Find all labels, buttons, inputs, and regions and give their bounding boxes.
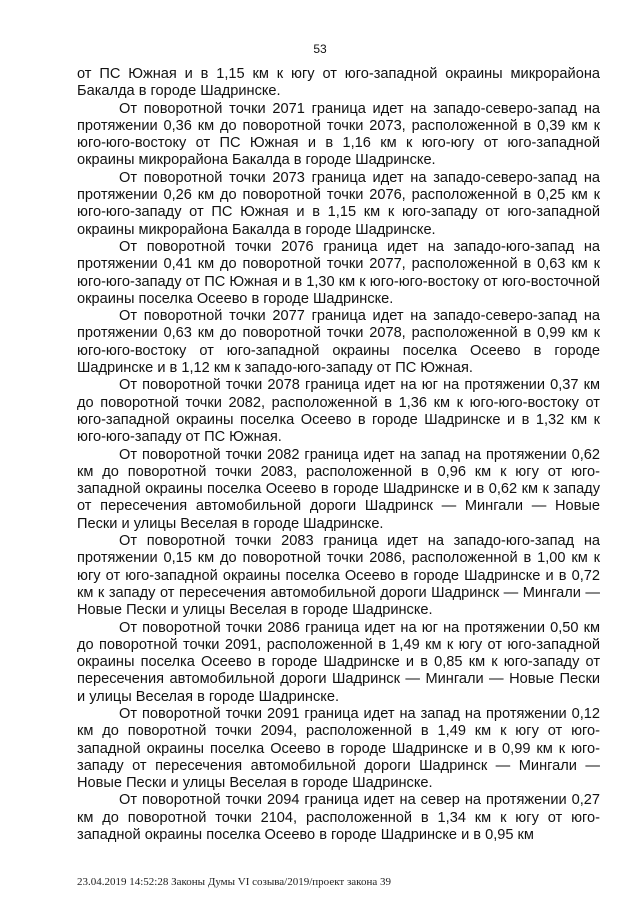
paragraph: От поворотной точки 2076 граница идет на западо-юго-запад на протяжении 0,41 км до поворотной точки 2077, расположенной в 0,63 км к юго-юго-западу от ПС Южная и в 1,30 км к юго-юго-востоку от юго-восточной окраины поселка Осеево в городе Шадринске. bbox=[77, 238, 600, 307]
document-body bbox=[77, 66, 600, 844]
paragraph: От поворотной точки 2083 граница идет на западо-юго-запад на протяжении 0,15 км до поворотной точки 2086, расположенной в 1,00 км к югу от юго-западной окраины поселка Осеево в городе Шадринске и в 0,72 км к западу от пересечения автомобильной дороги Шадринск — Мингали — Новые Пески и улицы Веселая в городе Шадринске. bbox=[77, 533, 600, 619]
paragraph: От поворотной точки 2086 граница идет на юг на протяжении 0,50 км до поворотной точки 2091, расположенной в 1,49 км к югу от юго-западной окраины поселка Осеево в городе Шадринске и в 0,85 км к юго-западу от пересечения автомобильной дороги Шадринск — Мингали — Новые Пески и улицы Веселая в городе Шадринске. bbox=[77, 619, 600, 705]
paragraph: От поворотной точки 2078 граница идет на юг на протяжении 0,37 км до поворотной точки 2082, расположенной в 1,36 км к юго-юго-востоку от юго-западной окраины поселка Осеево в городе Шадринске и в 1,32 км к юго-юго-западу от ПС Южная. bbox=[77, 377, 600, 446]
paragraph: От поворотной точки 2071 граница идет на западо-северо-запад на протяжении 0,36 км до поворотной точки 2073, расположенной в 0,39 км к юго-юго-востоку от ПС Южная и в 1,16 км к юго-югу от юго-западной окраины микрорайона Бакалда в городе Шадринске. bbox=[77, 100, 600, 169]
page-number: 53 bbox=[313, 42, 327, 56]
paragraph: От поворотной точки 2073 граница идет на западо-северо-запад на протяжении 0,26 км до поворотной точки 2076, расположенной в 0,25 км к юго-юго-западу от ПС Южная и в 1,15 км к юго-западу от юго-западной окраины микрорайона Бакалда в городе Шадринске. bbox=[77, 169, 600, 238]
paragraph: от ПС Южная и в 1,15 км к югу от юго-западной окраины микрорайона Бакалда в городе Шадринске. bbox=[77, 66, 600, 100]
paragraph: От поворотной точки 2077 граница идет на западо-северо-запад на протяжении 0,63 км до поворотной точки 2078, расположенной в 0,99 км к юго-юго-востоку от юго-западной окраины поселка Осеево в городе Шадринске и в 1,12 км к западо-юго-западу от ПС Южная. bbox=[77, 308, 600, 377]
paragraph: От поворотной точки 2094 граница идет на север на протяжении 0,27 км до поворотной точки 2104, расположенной в 1,34 км к югу от юго-западной окраины поселка Осеево в городе Шадринске и в 0,95 км bbox=[77, 792, 600, 844]
paragraph: От поворотной точки 2082 граница идет на запад на протяжении 0,62 км до поворотной точки 2083, расположенной в 0,96 км к югу от юго-западной окраины поселка Осеево в городе Шадринске и в 0,62 км к западу от пересечения автомобильной дороги Шадринск — Мингали — Новые Пески и улицы Веселая в городе Шадринске. bbox=[77, 446, 600, 532]
document-footer: 23.04.2019 14:52:28 Законы Думы VI созыва/2019/проект закона 39 bbox=[77, 876, 391, 888]
paragraph: От поворотной точки 2091 граница идет на запад на протяжении 0,12 км до поворотной точки 2094, расположенной в 1,49 км к югу от юго-западной окраины поселка Осеево в городе Шадринске и в 0,99 км к юго-западу от пересечения автомобильной дороги Шадринск — Мингали — Новые Пески и улицы Веселая в городе Шадринске. bbox=[77, 705, 600, 792]
